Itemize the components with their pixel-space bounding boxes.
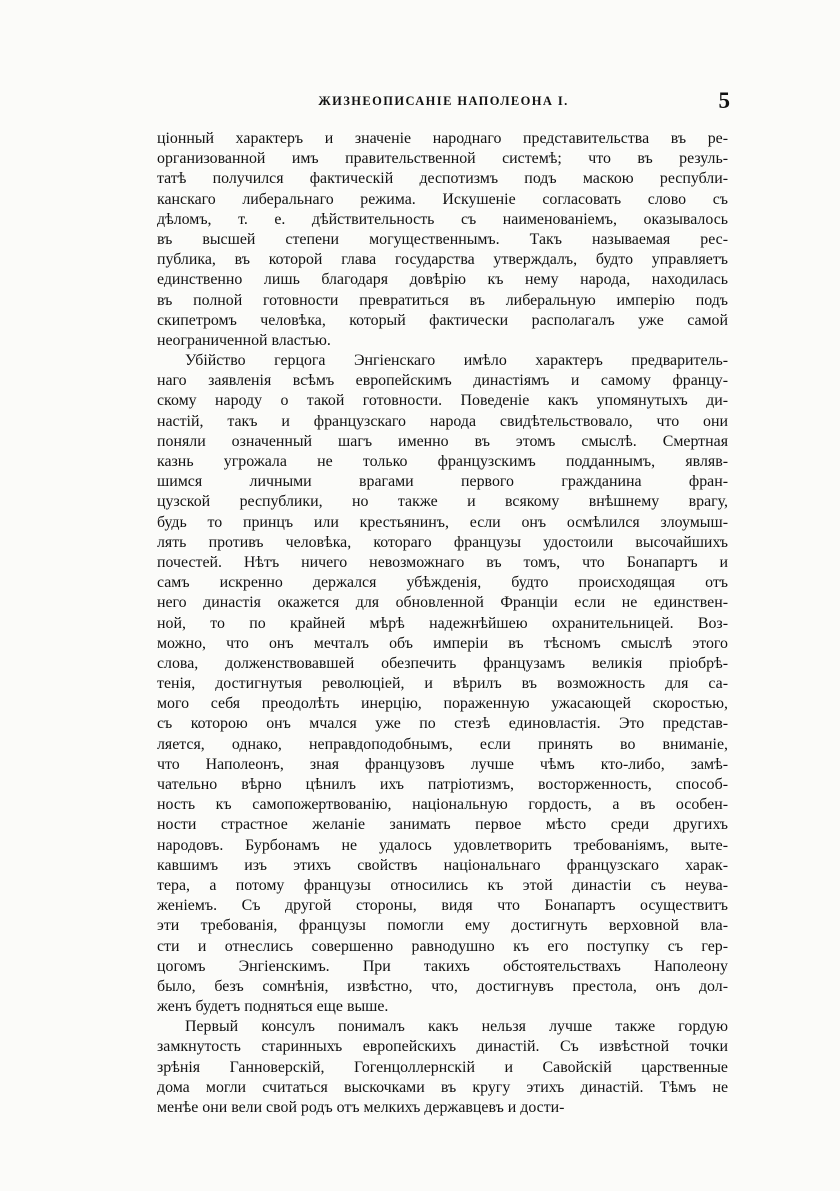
text-line: скипетромъ человѣка, который фактически располагалъ уже самой [157,311,728,329]
text-line: шимся личными врагами первого гражданина фран- [157,473,728,491]
text-line: женіемъ. Съ другой стороны, видя что Бонапартъ осуществитъ [157,897,728,915]
text-line: лять противъ человѣка, котораго французы удостоили высочайшихъ [157,533,728,551]
text-line: Убійство герцога Энгіенскаго имѣло характеръ предваритель- [185,352,728,370]
text-line: ляется, однако, неправдоподобнымъ, если принять во вниманіе, [157,735,728,753]
text-line: цогомъ Энгіенскимъ. При такихъ обстоятельствахъ Наполеону [157,957,728,975]
text-line: него династія окажется для обновленной Франціи если не единствен- [157,594,728,612]
text-line: зрѣнія Ганноверскій, Гогенцоллернскій и Савойскій царственные [157,1058,728,1076]
text-line: въ высшей степени могущественнымъ. Такъ называемая рес- [157,230,728,248]
text-line: Первый консулъ понималъ какъ нельзя лучше также гордую [185,1018,728,1036]
paragraph [157,129,728,351]
text-line: женъ будетъ подняться еще выше. [157,998,389,1016]
text-line: скому народу о такой готовности. Поведеніе какъ упомянутыхъ ди- [157,392,728,410]
text-line: почестей. Нѣтъ ничего невозможнаго въ томъ, что Бонапартъ и [157,553,728,571]
text-line: что Наполеонъ, зная французовъ лучше чѣмъ кто-либо, замѣ- [157,755,728,773]
text-line: сти и отнеслись совершенно равнодушно къ его поступку съ гер- [157,937,728,955]
text-line: самъ искренно держался убѣжденія, будто происходящая отъ [157,574,728,592]
text-line: наго заявленія всѣмъ европейскимъ династіямъ и самому францу- [157,372,728,390]
text-line: ной, то по крайней мѣрѣ надежнѣйшею охранительницей. Воз- [157,614,728,632]
page-header [157,88,730,114]
text-line: татѣ получился фактическій деспотизмъ подъ маскою республи- [157,170,728,188]
text-line: можно, что онъ мечталъ объ имперіи въ тѣсномъ смыслѣ этого [157,634,728,652]
text-line: будь то принцъ или крестьянинъ, если онъ осмѣлился злоумыш- [157,513,728,531]
text-line: настій, такъ и французскаго народа свидѣтельствовало, что они [157,412,728,430]
text-line: тера, а потому французы относились къ этой династіи съ неува- [157,876,728,894]
text-line: канскаго либеральнаго режима. Искушеніе согласовать слово съ [157,190,728,208]
text-line: замкнутость старинныхъ европейскихъ династій. Съ извѣстной точки [157,1038,728,1056]
text-line: чательно вѣрно цѣнилъ ихъ патріотизмъ, восторженность, способ- [157,776,728,793]
text-line: публика, въ которой глава государства утверждалъ, будто управляетъ [157,251,728,269]
text-line: казнь угрожала не только французскимъ подданнымъ, являв- [157,453,728,470]
text-line: дома могли считаться выскочками въ кругу этихъ династій. Тѣмъ не [157,1078,728,1096]
text-line: кавшимъ изъ этихъ свойствъ національнаго французскаго харак- [157,856,728,874]
text-line: мого себя преодолѣть инерцію, пораженную ужасающей скоростью, [157,695,728,713]
text-line: ность къ самопожертвованію, національную гордость, а въ особен- [157,796,728,814]
text-line: дѣломъ, т. е. дѣйствительность съ наименованіемъ, оказывалось [157,210,728,228]
text-line: единственно лишь благодаря довѣрію къ нему народа, находилась [157,271,728,289]
text-line: съ которою онъ мчался уже по стезѣ единовластія. Это представ- [157,715,728,733]
text-line: въ полной готовности превратиться въ либеральную имперію подъ [157,291,728,309]
text-line: ности страстное желаніе занимать первое мѣсто среди другихъ [157,816,728,834]
text-line: неограниченной властью. [157,331,331,349]
text-line: народовъ. Бурбонамъ не удалось удовлетворить требованіямъ, выте- [157,836,728,854]
text-line: поняли означенный шагъ именно въ этомъ смыслѣ. Смертная [157,432,728,450]
text-line: слова, долженствовавшей обезпечить французамъ великія пріобрѣ- [157,654,728,672]
text-line: эти требованія, французы помогли ему достигнуть верховной вла- [157,917,728,935]
text-line: тенія, достигнутыя революціей, и вѣрилъ въ возможность для са- [157,675,728,693]
running-title: ЖИЗНЕОПИСАНІЕ НАПОЛЕОНА I. [318,93,569,108]
paragraph [157,351,728,1017]
text-line: цузской республики, но также и всякому внѣшнему врагу, [157,493,728,511]
body-text [157,129,728,1118]
text-line: организованной имъ правительственной системѣ; что въ резуль- [157,150,728,168]
page-number: 5 [718,88,730,113]
text-line: ціонный характеръ и значеніе народнаго представительства въ ре- [157,130,728,147]
paragraph [157,1017,728,1118]
text-line: было, безъ сомнѣнія, извѣстно, что, достигнувъ престола, онъ дол- [157,977,728,995]
text-line: менѣе они вели свой родъ отъ мелкихъ державцевъ и дости- [157,1099,565,1116]
